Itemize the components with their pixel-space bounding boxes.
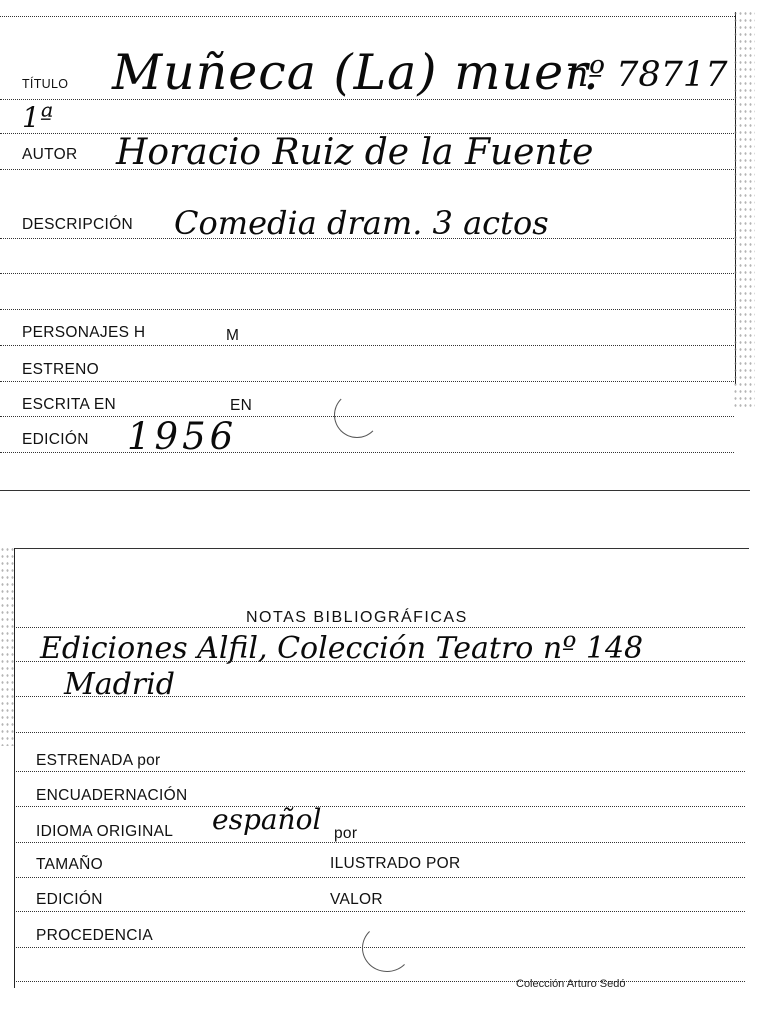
ilustrado-por-label: ILUSTRADO POR bbox=[330, 855, 461, 872]
handwritten-title-continuation: 1ª bbox=[22, 101, 54, 134]
handwritten-author: Horacio Ruiz de la Fuente bbox=[116, 132, 594, 173]
paper-speckle bbox=[0, 546, 16, 746]
catalog-card-back bbox=[0, 540, 759, 1028]
en-label: EN bbox=[230, 397, 253, 414]
estreno-label: ESTRENO bbox=[22, 361, 100, 378]
notas-bibliograficas-heading: NOTAS BIBLIOGRÁFICAS bbox=[246, 609, 468, 626]
handwritten-title: Muñeca (La) muer. bbox=[112, 44, 600, 101]
handwritten-description: Comedia dram. 3 actos bbox=[174, 204, 549, 242]
tamano-line bbox=[16, 877, 745, 878]
estrenada-line bbox=[16, 771, 745, 772]
idioma-line bbox=[16, 842, 745, 843]
notas-line-4 bbox=[16, 732, 745, 733]
edicion-valor-line bbox=[16, 911, 745, 912]
descripcion-label: DESCRIPCIÓN bbox=[22, 216, 133, 233]
estrenada-label: ESTRENADA por bbox=[36, 752, 161, 769]
personajes-label: PERSONAJES H bbox=[22, 324, 146, 341]
titulo-label: TÍTULO bbox=[22, 77, 69, 91]
edicion-line bbox=[0, 452, 734, 453]
handwritten-language: español bbox=[212, 803, 322, 836]
procedencia-label: PROCEDENCIA bbox=[36, 927, 153, 944]
valor-label: VALOR bbox=[330, 891, 383, 908]
personajes-line bbox=[0, 345, 734, 346]
collection-footer: Colección Arturo Sedó bbox=[516, 978, 626, 990]
idioma-por-label: por bbox=[334, 825, 358, 842]
card-bottom-edge bbox=[0, 490, 750, 491]
handwritten-record-number: nº 78717 bbox=[566, 55, 728, 95]
punch-hole-mark bbox=[362, 924, 412, 972]
punch-hole-mark bbox=[334, 392, 380, 438]
edicion-label: EDICIÓN bbox=[22, 431, 89, 448]
handwritten-edition-year: 1956 bbox=[127, 415, 238, 458]
handwritten-notes-line-1: Ediciones Alfil, Colección Teatro nº 148 bbox=[40, 631, 644, 666]
handwritten-notes-line-2: Madrid bbox=[64, 667, 175, 702]
bottom-line bbox=[16, 981, 745, 982]
notas-line bbox=[16, 627, 745, 628]
autor-label: AUTOR bbox=[22, 146, 78, 163]
idioma-original-label: IDIOMA ORIGINAL bbox=[36, 823, 174, 840]
paper-speckle bbox=[733, 10, 755, 410]
personajes-m-label: M bbox=[226, 327, 240, 344]
descripcion-line-2 bbox=[0, 273, 734, 274]
card-top-edge bbox=[0, 16, 735, 17]
estreno-line bbox=[0, 381, 734, 382]
tamano-label: TAMAÑO bbox=[36, 856, 103, 873]
encuadernacion-label: ENCUADERNACIÓN bbox=[36, 787, 188, 804]
descripcion-line-3 bbox=[0, 309, 734, 310]
escrita-en-label: ESCRITA EN bbox=[22, 396, 117, 413]
catalog-card-front bbox=[0, 0, 759, 495]
card-top-edge bbox=[14, 548, 749, 549]
encuadernacion-line bbox=[16, 806, 745, 807]
edicion-label: EDICIÓN bbox=[36, 891, 103, 908]
